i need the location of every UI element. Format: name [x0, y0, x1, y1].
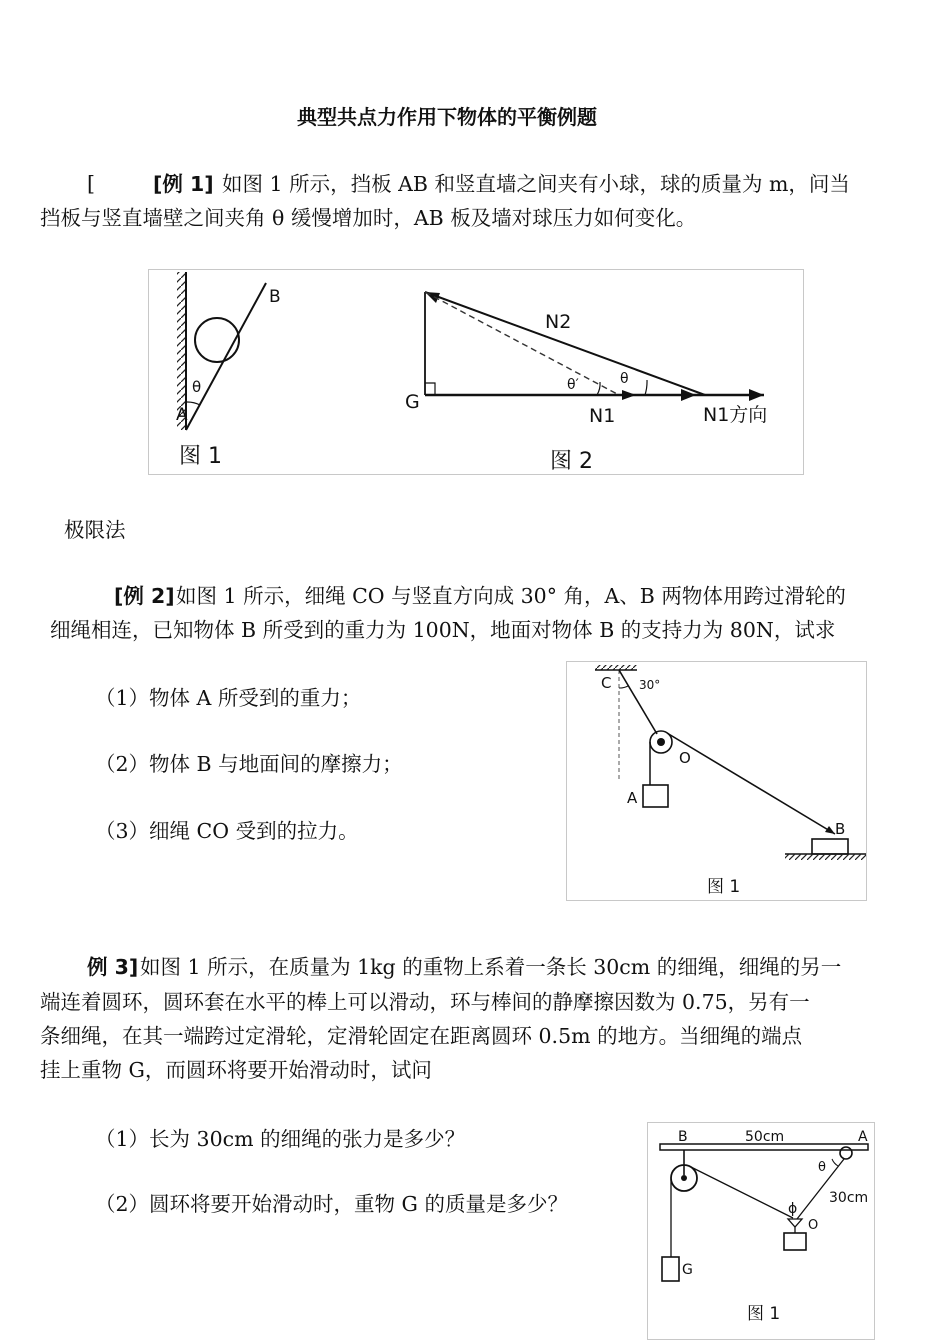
- figure-2-caption: 图 2: [550, 449, 593, 474]
- label-theta: θ: [818, 1160, 826, 1175]
- example-3-figure: [647, 1122, 875, 1340]
- example-3-diagram: [648, 1123, 874, 1339]
- example-2-question-2: （2）物体 B 与地面间的摩擦力；: [95, 752, 403, 776]
- example-3-question-1: （1）长为 30cm 的细绳的张力是多少？: [95, 1127, 466, 1151]
- theta-arc: [832, 1159, 838, 1166]
- label-a: A: [176, 405, 188, 425]
- pulley-axle: [657, 738, 665, 746]
- example-1-line-2: 挡板与竖直墙壁之间夹角 θ 缓慢增加时，AB 板及墙对球压力如何变化。: [40, 206, 697, 230]
- example-2-figure: [566, 661, 867, 901]
- rope-b-arrowhead: [825, 826, 835, 834]
- example-3-line-2: 端连着圆环，圆环套在水平的棒上可以滑动，环与棒间的静摩擦因数为 0.75，另有一: [40, 990, 810, 1014]
- theta-arc-2: [645, 380, 647, 395]
- example-3-tag: 例 3]: [87, 955, 139, 979]
- example-1-diagram: [149, 270, 803, 474]
- label-n1: N1: [589, 405, 616, 427]
- label-a: A: [627, 789, 638, 807]
- example-2-question-1: （1）物体 A 所受到的重力；: [95, 686, 362, 710]
- label-c: C: [601, 674, 612, 692]
- label-b: B: [835, 820, 846, 838]
- block-a: [643, 785, 668, 807]
- block-b: [812, 839, 848, 854]
- example-3-line-1: 如图 1 所示，在质量为 1kg 的重物上系着一条长 30cm 的细绳，细绳的另一: [140, 955, 842, 979]
- n2-prime-dashed: [425, 292, 619, 395]
- example-2-diagram: [567, 662, 866, 900]
- label-g: G: [682, 1262, 693, 1278]
- label-b: B: [269, 287, 281, 307]
- label-theta-2: θ: [620, 371, 629, 387]
- figure-1-caption: 图 1: [179, 444, 222, 469]
- weight-block: [784, 1233, 806, 1250]
- n1-arrowhead: [622, 390, 636, 400]
- label-50cm: 50cm: [745, 1129, 785, 1145]
- example-2-tag: [例 2]: [114, 584, 175, 608]
- ball: [195, 318, 239, 362]
- bracket-mark: [: [87, 172, 95, 196]
- right-angle-mark: [425, 383, 435, 395]
- rope-pulley-to-o: [689, 1166, 793, 1218]
- weight-g: [662, 1257, 679, 1281]
- n2-vector: [425, 292, 705, 395]
- example-1-tag: [例 1]: [153, 172, 214, 196]
- example-2-question-3: （3）细绳 CO 受到的拉力。: [95, 819, 359, 843]
- angle-arc-30: [619, 686, 628, 688]
- label-angle-30: 30°: [639, 678, 661, 692]
- pulley-axle: [681, 1175, 687, 1181]
- theta-arc: [186, 402, 200, 405]
- label-a: A: [858, 1129, 868, 1145]
- method-label: 极限法: [64, 518, 126, 542]
- page-title: 典型共点力作用下物体的平衡例题: [297, 105, 597, 129]
- example-3-line-4: 挂上重物 G，而圆环将要开始滑动时，试问: [40, 1058, 432, 1082]
- example-3-question-2: （2）圆环将要开始滑动时，重物 G 的质量是多少？: [95, 1192, 568, 1216]
- label-30cm: 30cm: [829, 1190, 869, 1206]
- label-o: O: [679, 749, 691, 767]
- example-2-figure-caption: 图 1: [707, 877, 741, 897]
- label-phi: ϕ: [788, 1201, 798, 1217]
- label-n2: N2: [545, 311, 572, 333]
- rope-to-b: [667, 733, 835, 834]
- knot-o: [788, 1219, 802, 1227]
- example-3-figure-caption: 图 1: [747, 1304, 781, 1324]
- example-2-line-1: 如图 1 所示，细绳 CO 与竖直方向成 30° 角，A、B 两物体用跨过滑轮的: [176, 584, 846, 608]
- example-1-figure: [148, 269, 804, 475]
- example-3-line-3: 条细绳，在其一端跨过定滑轮，定滑轮固定在距离圆环 0.5m 的地方。当细绳的端点: [40, 1024, 803, 1048]
- example-1-line-1: 如图 1 所示，挡板 AB 和竖直墙之间夹有小球，球的质量为 m，问当: [222, 172, 850, 196]
- label-b: B: [678, 1129, 688, 1145]
- label-o: O: [808, 1218, 819, 1233]
- board-ab: [186, 283, 266, 430]
- label-n1-direction: N1方向: [703, 404, 768, 426]
- label-g: G: [405, 391, 420, 413]
- label-theta-prime: θ′: [567, 377, 579, 393]
- example-2-line-2: 细绳相连，已知物体 B 所受到的重力为 100N，地面对物体 B 的支持力为 80N，试求: [50, 618, 836, 642]
- n1-direction-arrowhead: [749, 389, 764, 401]
- label-theta: θ: [192, 378, 202, 396]
- ground-hatching: [785, 854, 866, 860]
